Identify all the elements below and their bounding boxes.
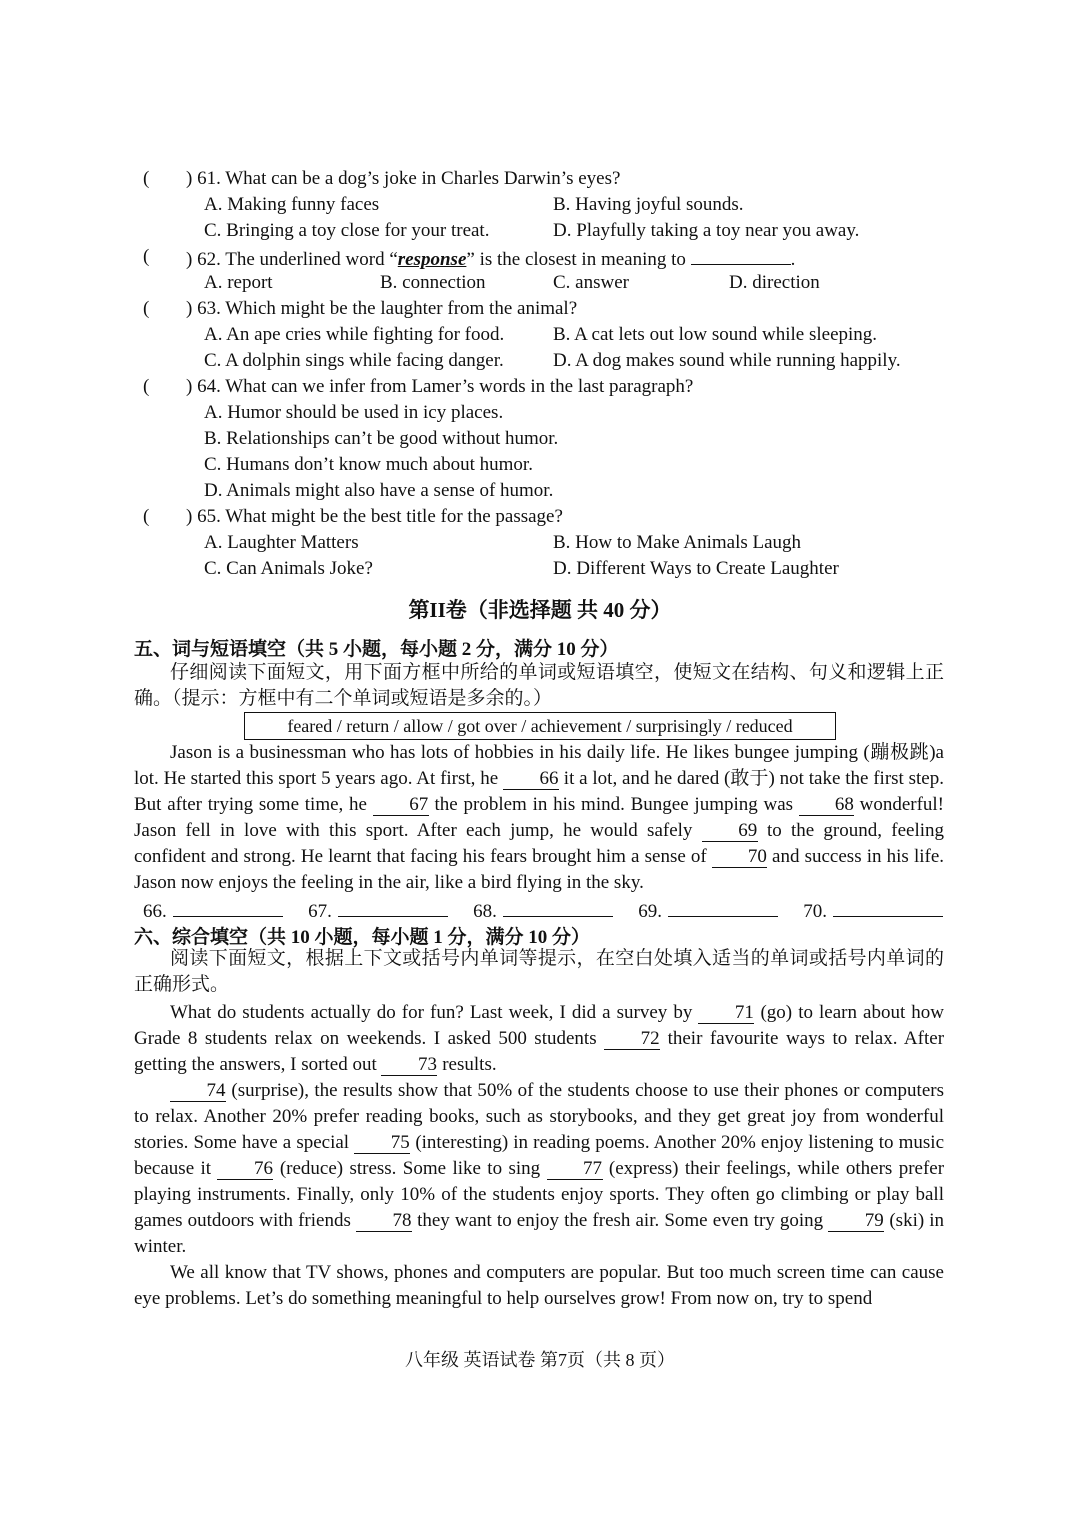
part-6-passage-p3: We all know that TV shows, phones and computers are popular. But too much screen time can cause eye problems. Let’s do something meaningful to help ourselves grow! From now on, try to spend: [134, 1262, 944, 1309]
answer-paren[interactable]: (: [143, 376, 150, 397]
part-6-passage-p2: 74 (surprise), the results show that 50% of the students choose to use their phones or computers to relax. Another 20% prefer reading books, such as storybooks, and they get great joy from wonderful stories. Some have a special 75 (interesting) in reading poems. Another 20% enjoy listening to music because it 76 (reduce) stress. Some like to sing 77 (express) their feelings, while others prefer playing instruments. Finally, only 10% of the students enjoy sports. They often go climbing or play ball games outdoors with friends 78 they want to enjoy the fresh air. Some even try going 79 (ski) in winter.: [134, 1080, 945, 1257]
question-stem: ) 65. What might be the best title for the passage?: [186, 506, 563, 527]
option-c: C. Bringing a toy close for your treat.: [204, 220, 490, 241]
option-d: D. A dog makes sound while running happily.: [553, 350, 901, 371]
answer-paren[interactable]: (: [143, 506, 150, 527]
blank-79[interactable]: 79: [828, 1211, 884, 1232]
answer-67[interactable]: 67.: [308, 896, 448, 923]
answer-blank[interactable]: [691, 246, 791, 265]
part-5-passage: Jason is a businessman who has lots of hobbies in his daily life. He likes bungee jumping (蹦极跳)a lot. He started this sport 5 years ago. At first, he 66 it a lot, and he dared (敢于) not take the first step. But after trying some time, he 67 the problem in his mind. Bungee jumping was 68 wonderful! Jason fell in love with this sport. After each jump, he would safely 69 to the ground, feeling confident and strong. He learnt that facing his fears brought him a sense of 70 and success in his life. Jason now enjoys the feeling in the air, like a bird flying in the sky.: [134, 742, 945, 893]
blank-72[interactable]: 72: [604, 1029, 660, 1050]
option-b: B. Relationships can’t be good without humor.: [204, 428, 559, 449]
page-footer: 八年级 英语试卷 第7页（共 8 页）: [405, 1350, 675, 1370]
section-2-title: 第II卷（非选择题 共 40 分）: [408, 598, 672, 622]
question-stem: ) 62. The underlined word “response” is the closest in meaning to .: [186, 246, 795, 271]
option-d: D. Different Ways to Create Laughter: [553, 558, 839, 579]
part-6-heading: 六、综合填空（共 10 小题，每小题 1 分，满分 10 分）: [134, 927, 591, 948]
option-c: C. A dolphin sings while facing danger.: [204, 350, 504, 371]
blank-73[interactable]: 73: [381, 1055, 437, 1076]
underlined-word: response: [397, 249, 467, 270]
blank-78[interactable]: 78: [356, 1211, 412, 1232]
question-stem: ) 63. Which might be the laughter from the animal?: [186, 298, 578, 319]
option-d: D. direction: [729, 272, 820, 293]
option-b: B. How to Make Animals Laugh: [553, 532, 802, 553]
answer-row: [143, 896, 943, 923]
part-5-heading: 五、词与短语填空（共 5 小题，每小题 2 分，满分 10 分）: [134, 639, 619, 660]
word-box: feared / return / allow / got over / achievement / surprisingly / reduced: [244, 712, 836, 740]
blank-77[interactable]: 77: [547, 1159, 603, 1180]
part-5-instruction: 仔细阅读下面短文，用下面方框中所给的单词或短语填空，使短文在结构、句义和逻辑上正确。（提示：方框中有二个单词或短语是多余的。）: [134, 662, 944, 709]
option-a: A. Laughter Matters: [204, 532, 359, 553]
option-b: B. connection: [380, 272, 486, 293]
part-6-passage-p1: What do students actually do for fun? Last week, I did a survey by 71 (go) to learn about how Grade 8 students relax on weekends. I asked 500 students 72 their favourite ways to relax. After getting the answers, I sorted out 73 results.: [134, 1002, 945, 1075]
option-d: D. Animals might also have a sense of humor.: [204, 480, 554, 501]
answer-66[interactable]: 66.: [143, 896, 283, 923]
option-b: B. Having joyful sounds.: [553, 194, 744, 215]
answer-68[interactable]: 68.: [473, 896, 613, 923]
blank-75[interactable]: 75: [354, 1133, 410, 1154]
blank-67[interactable]: 67: [373, 795, 429, 816]
blank-70[interactable]: 70: [712, 847, 767, 868]
option-a: A. report: [204, 272, 273, 293]
answer-69[interactable]: 69.: [638, 896, 778, 923]
option-b: B. A cat lets out low sound while sleeping.: [553, 324, 878, 345]
blank-68[interactable]: 68: [799, 795, 854, 816]
question-stem: ) 61. What can be a dog’s joke in Charles Darwin’s eyes?: [186, 168, 621, 189]
option-c: C. Can Animals Joke?: [204, 558, 373, 579]
part-6-instruction: 阅读下面短文，根据上下文或括号内单词等提示，在空白处填入适当的单词或括号内单词的正确形式。: [134, 948, 944, 995]
option-a: A. An ape cries while fighting for food.: [204, 324, 505, 345]
blank-66[interactable]: 66: [503, 769, 559, 790]
option-c: C. Humans don’t know much about humor.: [204, 454, 533, 475]
blank-69[interactable]: 69: [702, 821, 758, 842]
answer-paren[interactable]: (: [143, 298, 150, 319]
option-c: C. answer: [553, 272, 629, 293]
option-a: A. Humor should be used in icy places.: [204, 402, 504, 423]
option-d: D. Playfully taking a toy near you away.: [553, 220, 860, 241]
blank-71[interactable]: 71: [698, 1003, 754, 1024]
question-stem: ) 64. What can we infer from Lamer’s words in the last paragraph?: [186, 376, 694, 397]
blank-74[interactable]: 74: [170, 1081, 226, 1102]
option-a: A. Making funny faces: [204, 194, 380, 215]
blank-76[interactable]: 76: [217, 1159, 273, 1180]
answer-paren[interactable]: (: [143, 168, 150, 189]
answer-70[interactable]: 70.: [803, 896, 943, 923]
answer-paren[interactable]: (: [143, 246, 150, 267]
